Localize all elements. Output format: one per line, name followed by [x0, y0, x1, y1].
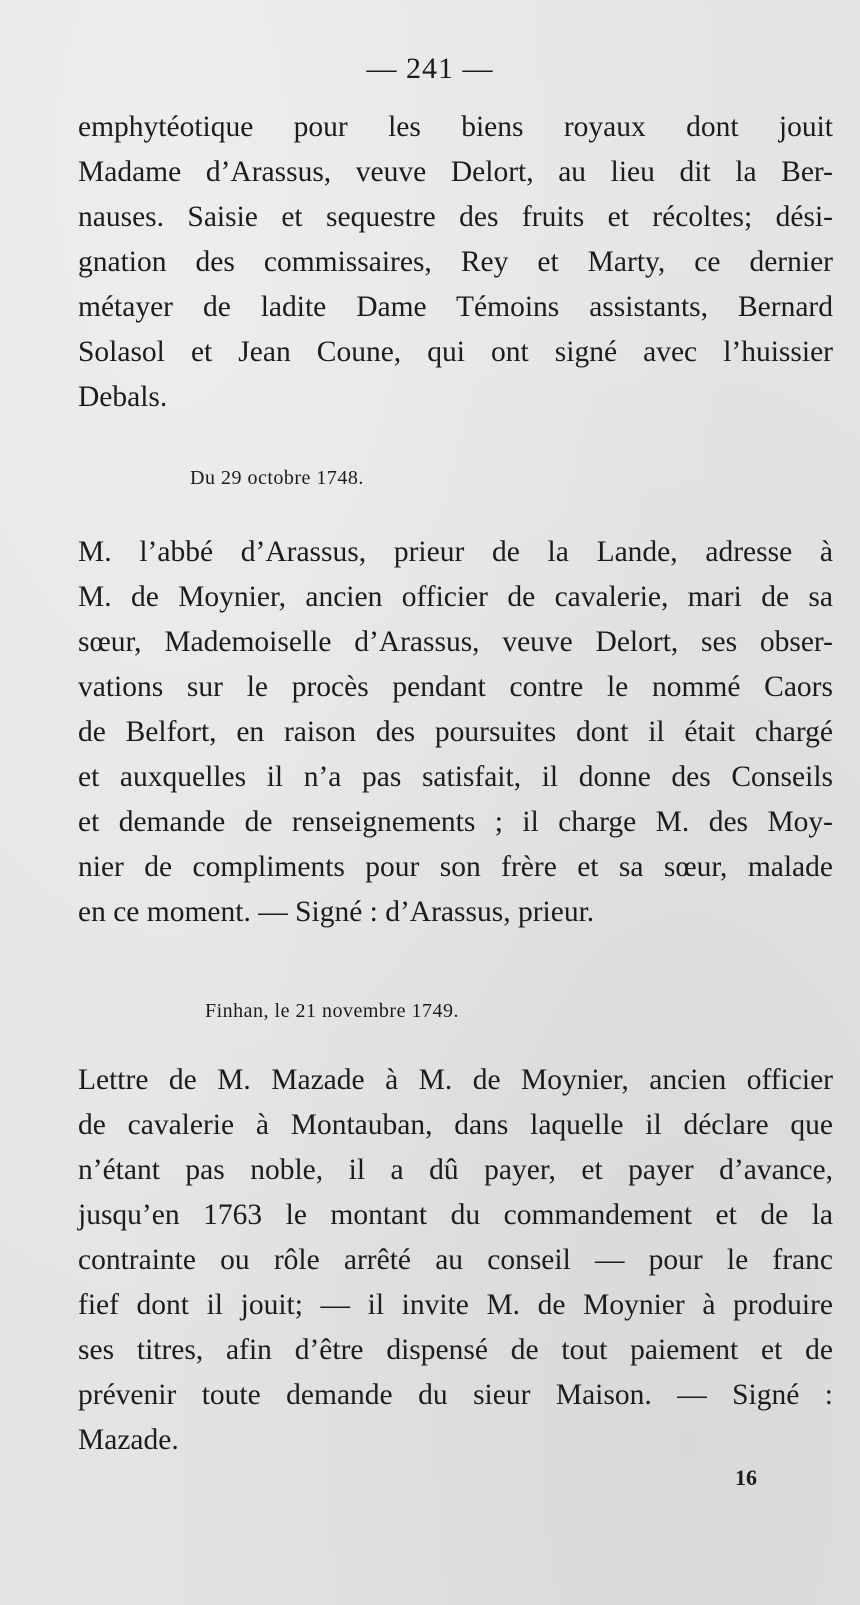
dateline-29-octobre-1748: Du 29 octobre 1748. [190, 467, 364, 489]
text-line: gnation des commissaires, Rey et Marty, ce dernier [78, 246, 833, 278]
text-line: Lettre de M. Mazade à M. de Moynier, ancien officier [78, 1064, 833, 1096]
text-line: ses titres, afin d’être dispensé de tout paiement et de [78, 1334, 833, 1366]
page-number: — 241 — [366, 52, 494, 85]
text-line: contrainte ou rôle arrêté au conseil — pour le franc [78, 1244, 833, 1276]
text-line: M. l’abbé d’Arassus, prieur de la Lande, adresse à [78, 536, 833, 568]
text-line: prévenir toute demande du sieur Maison. — Signé : [78, 1379, 833, 1411]
paragraph-bail-emphyteotique [78, 105, 833, 420]
text-line: en ce moment. — Signé : d’Arassus, prieur. [78, 896, 595, 928]
text-line: de Belfort, en raison des poursuites dont il était chargé [78, 716, 833, 748]
text-line: de cavalerie à Montauban, dans laquelle il déclare que [78, 1109, 833, 1141]
text-line: Mazade. [78, 1424, 179, 1456]
text-line: et auxquelles il n’a pas satisfait, il donne des Conseils [78, 761, 833, 793]
text-line: nauses. Saisie et sequestre des fruits et récoltes; dési- [78, 201, 833, 233]
text-line: et demande de renseignements ; il charge M. des Moy- [78, 806, 833, 838]
text-line: Debals. [78, 381, 168, 413]
text-line: Solasol et Jean Coune, qui ont signé avec l’huissier [78, 336, 833, 368]
text-line: nier de compliments pour son frère et sa sœur, malade [78, 851, 833, 883]
text-line: n’étant pas noble, il a dû payer, et payer d’avance, [78, 1154, 833, 1186]
text-line: emphytéotique pour les biens royaux dont jouit [78, 111, 833, 143]
signature-mark: 16 [735, 1465, 757, 1490]
text-line: jusqu’en 1763 le montant du commandement et de la [78, 1199, 833, 1231]
text-line: M. de Moynier, ancien officier de cavalerie, mari de sa [78, 581, 833, 613]
dateline-finhan-21-novembre-1749: Finhan, le 21 novembre 1749. [205, 1000, 459, 1022]
text-line: sœur, Mademoiselle d’Arassus, veuve Delort, ses obser- [78, 626, 833, 658]
text-line: vations sur le procès pendant contre le nommé Caors [78, 671, 833, 703]
text-line: métayer de ladite Dame Témoins assistants, Bernard [78, 291, 833, 323]
paragraph-mazade-letter [78, 1058, 833, 1463]
text-line: fief dont il jouit; — il invite M. de Moynier à produire [78, 1289, 833, 1321]
text-line: Madame d’Arassus, veuve Delort, au lieu dit la Ber- [78, 156, 833, 188]
paragraph-abbe-arassus-letter [78, 530, 833, 935]
